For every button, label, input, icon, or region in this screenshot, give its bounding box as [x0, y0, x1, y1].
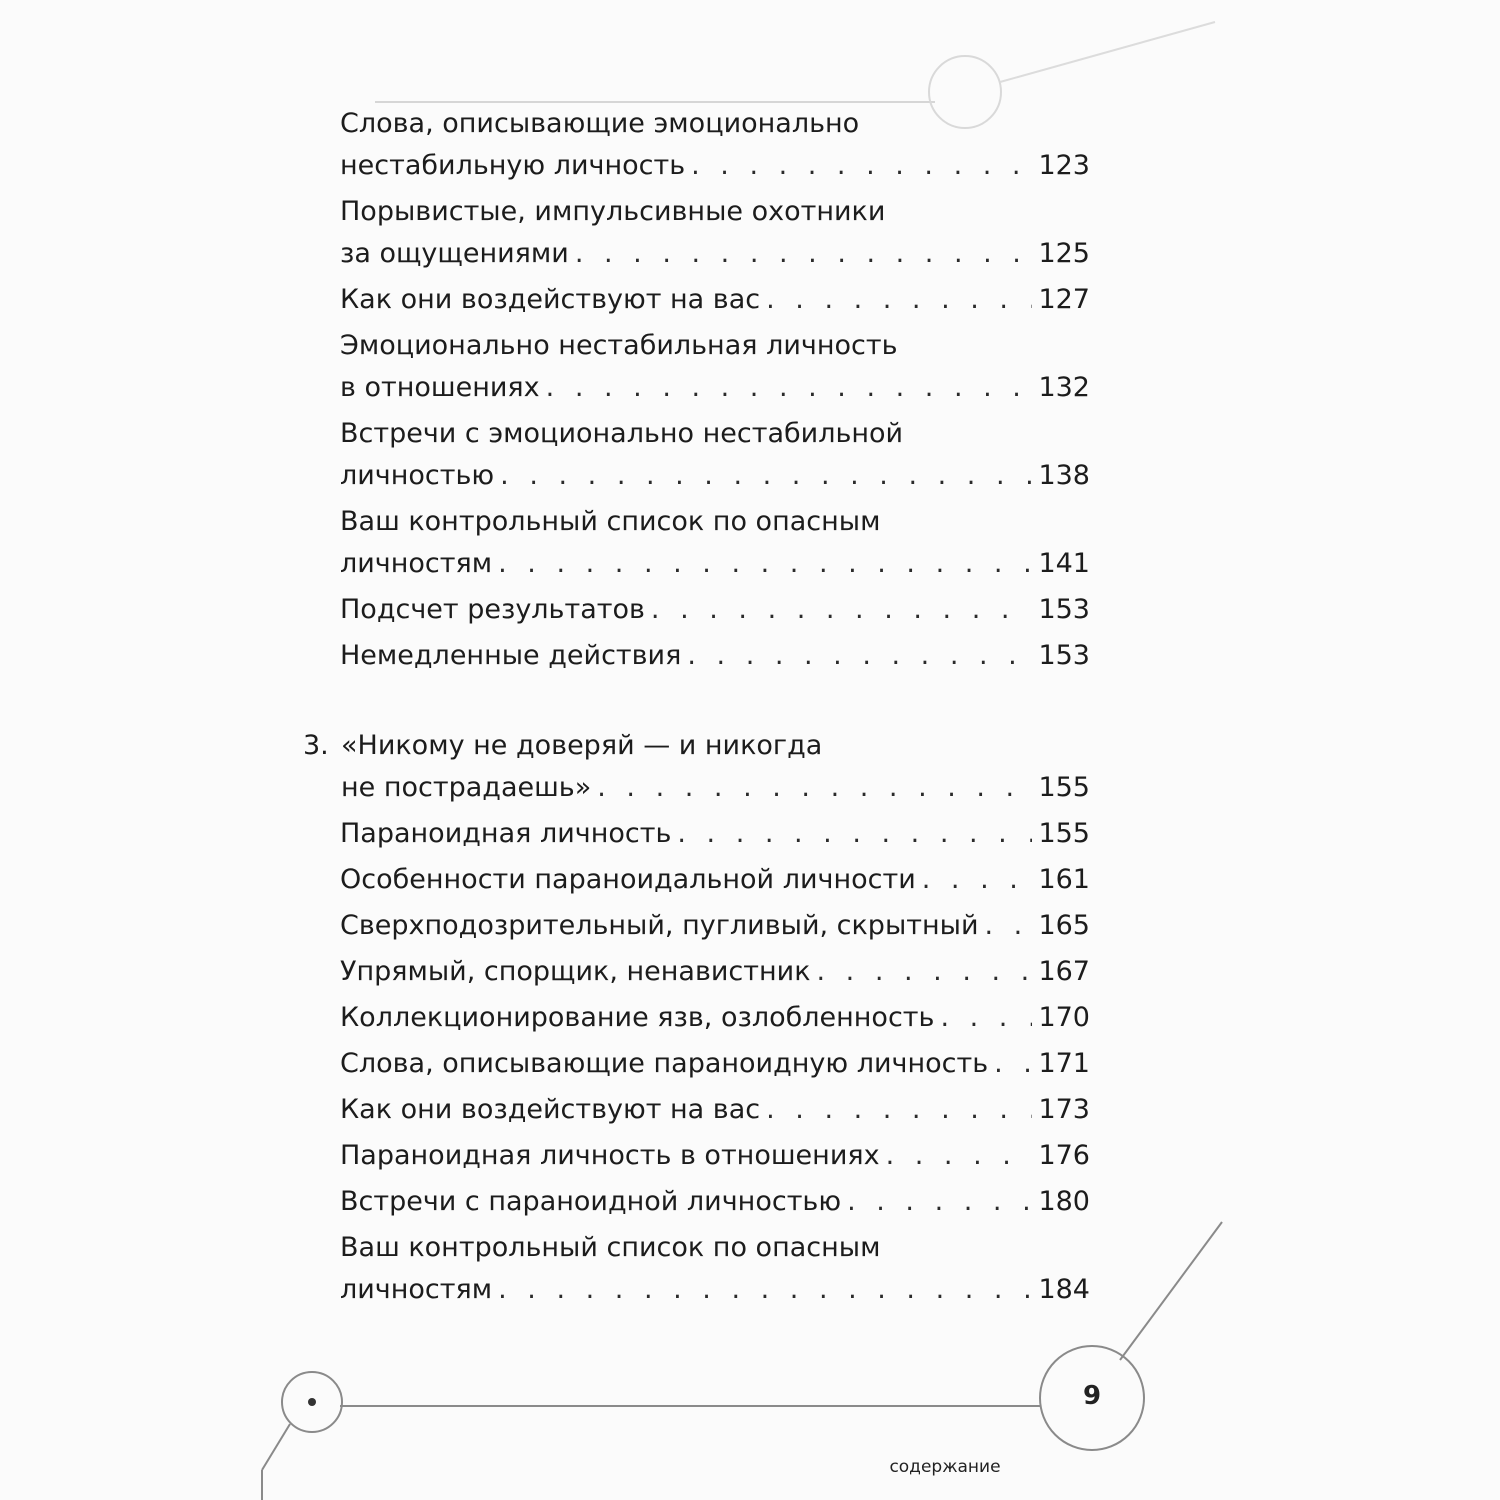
toc-page-number: 165 [1038, 910, 1090, 941]
toc-entry-title: не пострадаешь» [341, 772, 592, 803]
toc-line [340, 233, 1090, 275]
toc-entry-title: Встречи с параноидной личностью [340, 1186, 842, 1217]
toc-page-number: 132 [1038, 372, 1090, 403]
toc-line [340, 905, 1090, 947]
toc-page-number: 161 [1038, 864, 1090, 895]
toc-line [340, 103, 1090, 145]
toc-entry-title: Параноидная личность в отношениях [340, 1140, 880, 1171]
toc-page-number: 171 [1038, 1048, 1090, 1079]
dot-leader [691, 145, 1032, 187]
toc-page-number: 155 [1038, 772, 1090, 803]
toc-entry-title: Сверхподозрительный, пугливый, скрытный [340, 910, 979, 941]
toc-page-number: 141 [1038, 548, 1090, 579]
dot-leader [500, 455, 1032, 497]
toc-line [340, 813, 1090, 855]
toc-line [303, 767, 1090, 809]
dot-leader [597, 767, 1032, 809]
toc-entry-title: «Никому не доверяй — и никогда [341, 730, 823, 761]
dot-leader [687, 635, 1032, 677]
toc-page-number: 176 [1038, 1140, 1090, 1171]
dot-leader [847, 1181, 1032, 1223]
toc-entry-title: Параноидная личность [340, 818, 672, 849]
toc-line [340, 997, 1090, 1039]
toc-line [340, 191, 1090, 233]
dot-leader [677, 813, 1032, 855]
toc-line [340, 279, 1090, 321]
dot-leader [817, 951, 1033, 993]
dot-leader [546, 367, 1033, 409]
dot-leader [940, 997, 1032, 1039]
toc-entry-title: Как они воздействуют на вас [340, 1094, 761, 1125]
page-number: 9 [1082, 1381, 1102, 1411]
toc-page-number: 180 [1038, 1186, 1090, 1217]
dot-leader [498, 1269, 1032, 1311]
running-head: содержание [889, 1457, 1001, 1477]
toc-line [340, 325, 1090, 367]
toc-entry-title: за ощущениями [340, 238, 569, 269]
toc-line [340, 1269, 1090, 1311]
toc-entry-title: Эмоционально нестабильная личность [340, 330, 898, 361]
toc-line [340, 145, 1090, 187]
toc-page-number: 155 [1038, 818, 1090, 849]
toc-entry-title: личностям [340, 1274, 493, 1305]
dot-leader [575, 233, 1033, 275]
toc-line [340, 1135, 1090, 1177]
dot-leader [766, 279, 1032, 321]
toc-page-number: 138 [1038, 460, 1090, 491]
dot-leader [766, 1089, 1032, 1131]
toc-line [340, 413, 1090, 455]
toc-line [303, 725, 1090, 767]
toc-page-number: 170 [1038, 1002, 1090, 1033]
toc-line [340, 543, 1090, 585]
toc-page-number: 125 [1038, 238, 1090, 269]
toc-line [340, 455, 1090, 497]
toc-page-number: 153 [1038, 594, 1090, 625]
toc-entry-title: нестабильную личность [340, 150, 686, 181]
toc-page-number: 184 [1038, 1274, 1090, 1305]
dot-leader [985, 905, 1033, 947]
toc-page-number: 167 [1038, 956, 1090, 987]
toc-line [340, 367, 1090, 409]
dot-leader [922, 859, 1033, 901]
toc-line [340, 589, 1090, 631]
dot-leader [994, 1043, 1032, 1085]
dot-leader [651, 589, 1033, 631]
toc-entry-title: личностям [340, 548, 493, 579]
toc-entry-title: Ваш контрольный список по опасным [340, 506, 881, 537]
toc-line [340, 951, 1090, 993]
toc-line [340, 501, 1090, 543]
toc-line [340, 1089, 1090, 1131]
toc-entry-title: Упрямый, спорщик, ненавистник [340, 956, 811, 987]
toc-page-number: 153 [1038, 640, 1090, 671]
toc-entry-title: в отношениях [340, 372, 540, 403]
toc-entry-title: Встречи с эмоционально нестабильной [340, 418, 904, 449]
toc-entry-title: личностью [340, 460, 495, 491]
dot-leader [886, 1135, 1033, 1177]
toc-page-number: 173 [1038, 1094, 1090, 1125]
toc-line [340, 1227, 1090, 1269]
toc-entry-title: Как они воздействуют на вас [340, 284, 761, 315]
toc-entry-title: Слова, описывающие эмоционально [340, 108, 860, 139]
toc-page-number: 123 [1038, 150, 1090, 181]
toc-line [340, 1043, 1090, 1085]
chapter-number: 3. [303, 730, 329, 761]
toc-entry-title: Подсчет результатов [340, 594, 645, 625]
toc-entry-title: Особенности параноидальной личности [340, 864, 916, 895]
toc-line [340, 635, 1090, 677]
toc-page-number: 127 [1038, 284, 1090, 315]
toc-line [340, 859, 1090, 901]
toc-entry-title: Немедленные действия [340, 640, 682, 671]
toc-line [340, 1181, 1090, 1223]
toc-entry-title: Коллекционирование язв, озлобленность [340, 1002, 935, 1033]
dot-leader [498, 543, 1032, 585]
toc-entry-title: Слова, описывающие параноидную личность [340, 1048, 989, 1079]
toc-entry-title: Порывистые, импульсивные охотники [340, 196, 886, 227]
toc-entry-title: Ваш контрольный список по опасным [340, 1232, 881, 1263]
